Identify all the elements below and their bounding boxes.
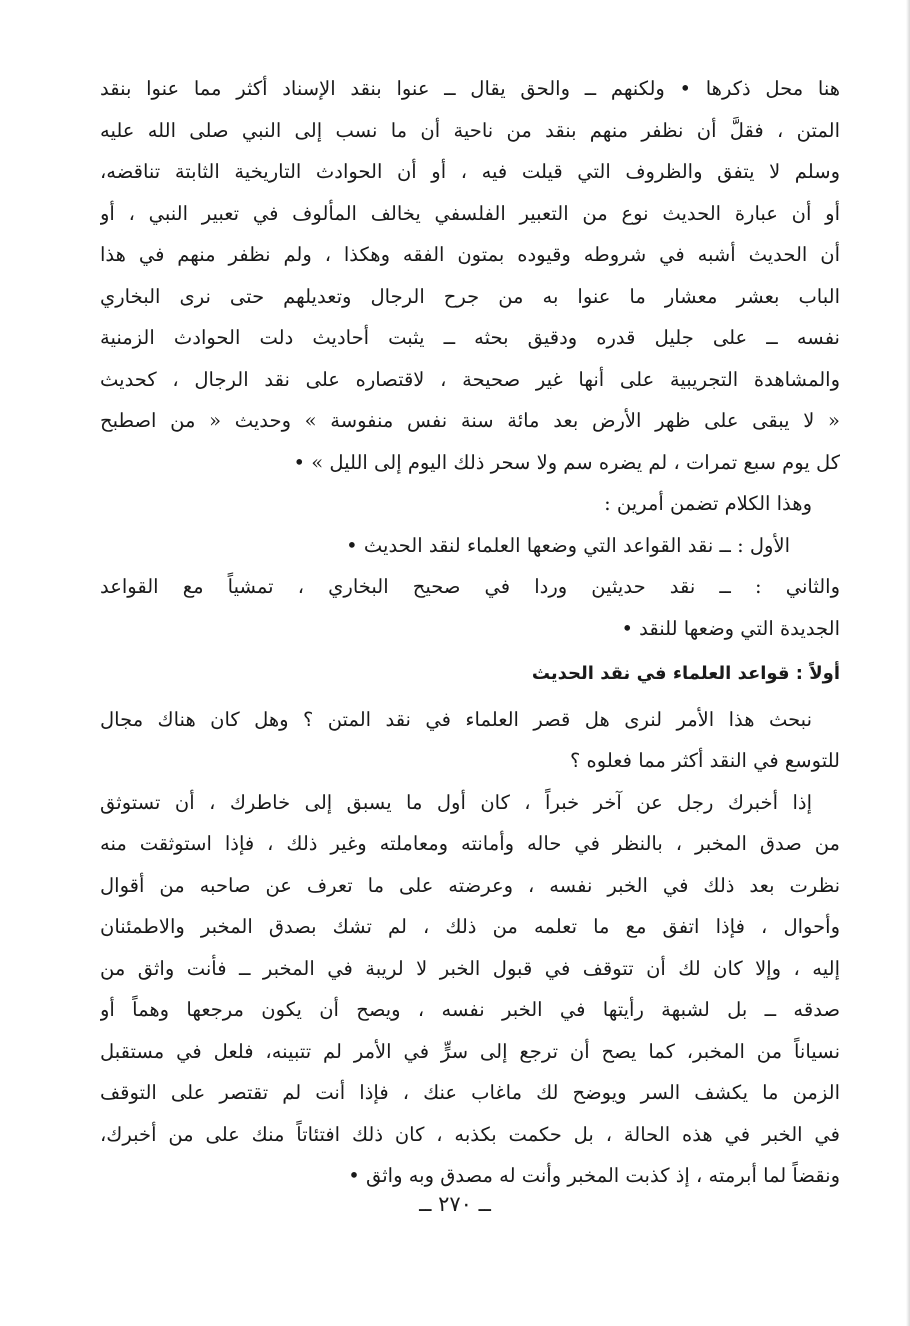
text-line: والمشاهدة التجريبية على أنها غير صحيحة ، لاقتصاره على نقد الرجال ، كحديث xyxy=(100,367,840,391)
text-line: الجديدة التي وضعها للنقد • xyxy=(621,616,840,640)
text-line: نسياناً من المخبر، كما يصح أن ترجع إلى سرٍّ في الأمر لم تتبينه، فلعل في مستقبل xyxy=(100,1039,840,1063)
text-line: إذا أخبرك رجل عن آخر خبراً ، كان أول ما يسبق إلى خاطرك ، أن تستوثق xyxy=(100,790,812,814)
paragraph-3 xyxy=(100,782,840,1197)
text-line: للتوسع في النقد أكثر مما فعلوه ؟ xyxy=(569,749,840,772)
text-line: وسلم لا يتفق والظروف التي قيلت فيه ، أو أن الحوادث التاريخية الثابتة تناقضه، xyxy=(100,160,840,183)
text-line: أن الحديث أشبه في شروطه وقيوده بمتون الفقه وهكذا ، ولم نظفر منهم في هذا xyxy=(100,243,840,266)
text-line: وأحوال ، فإذا اتفق مع ما تعلمه من ذلك ، لم تشك بصدق المخبر والاطمئنان xyxy=(100,915,840,938)
text-line: الزمن ما يكشف السر ويوضح لك ماغاب عنك ، فإذا أنت لم تقتصر على التوقف xyxy=(100,1081,840,1104)
text-line: نظرت بعد ذلك في الخبر نفسه ، وعرضته على ما تعرف عن صاحبه من أقوال xyxy=(100,873,840,897)
page-body xyxy=(100,68,840,1197)
scan-edge xyxy=(906,0,910,1326)
text-line: نبحث هذا الأمر لنرى هل قصر العلماء في نقد المتن ؟ وهل كان هناك مجال xyxy=(100,707,812,731)
text-line: كل يوم سبع تمرات ، لم يضره سم ولا سحر ذلك اليوم إلى الليل » • xyxy=(293,450,840,474)
text-line: « لا يبقى على ظهر الأرض بعد مائة سنة نفس منفوسة » وحديث « من اصطبح xyxy=(100,409,840,432)
text-line: والثاني : ــ نقد حديثين وردا في صحيح البخاري ، تمشياً مع القواعد xyxy=(100,575,840,598)
text-line: الباب بعشر معشار ما عنوا به من جرح الرجال وتعديلهم حتى نرى البخاري xyxy=(100,284,840,308)
list-item-second xyxy=(100,566,840,649)
text-line: نفسه ــ على جليل قدره ودقيق بحثه ــ يثبت أحاديث دلت الحوادث الزمنية xyxy=(100,326,840,349)
text-line: أو أن عبارة الحديث نوع من التعبير الفلسفي يخالف المألوف في تعبير النبي ، أو xyxy=(100,201,840,225)
text-line: ونقضاً لما أبرمته ، إذ كذبت المخبر وأنت له مصدق وبه واثق • xyxy=(348,1164,840,1187)
paragraph-2 xyxy=(100,699,840,782)
text-line: هنا محل ذكرها • ولكنهم ــ والحق يقال ــ عنوا بنقد الإسناد أكثر مما عنوا بنقد xyxy=(100,77,840,100)
text-line: المتن ، فقلَّ أن نظفر منهم بنقد من ناحية أن ما نسب إلى النبي صلى الله عليه xyxy=(100,118,840,142)
list-item-first: الأول : ــ نقد القواعد التي وضعها العلماء لنقد الحديث • xyxy=(346,533,790,557)
paragraph-1 xyxy=(100,68,840,483)
section-heading: أولاً : قواعد العلماء في نقد الحديث xyxy=(531,663,840,684)
text-line: إليه ، وإلا كان لك أن تتوقف في قبول الخبر لا لريبة في المخبر ــ فأنت واثق من xyxy=(100,956,840,980)
intro-line: وهذا الكلام تضمن أمرين : xyxy=(604,492,812,515)
text-line: من صدق المخبر ، بالنظر في حاله وأمانته ومعاملته وغير ذلك ، فإذا استوثقت منه xyxy=(100,832,840,855)
text-line: في الخبر في هذه الحالة ، بل حكمت بكذبه ، كان ذلك افتئاتاً منك على من أخبرك، xyxy=(100,1122,840,1146)
page-number: ــ ٢٧٠ ــ xyxy=(419,1192,491,1216)
text-line: صدقه ــ بل لشبهة رأيتها في الخبر نفسه ، ويصح أن يكون مرجعها وهماً أو xyxy=(100,998,840,1021)
